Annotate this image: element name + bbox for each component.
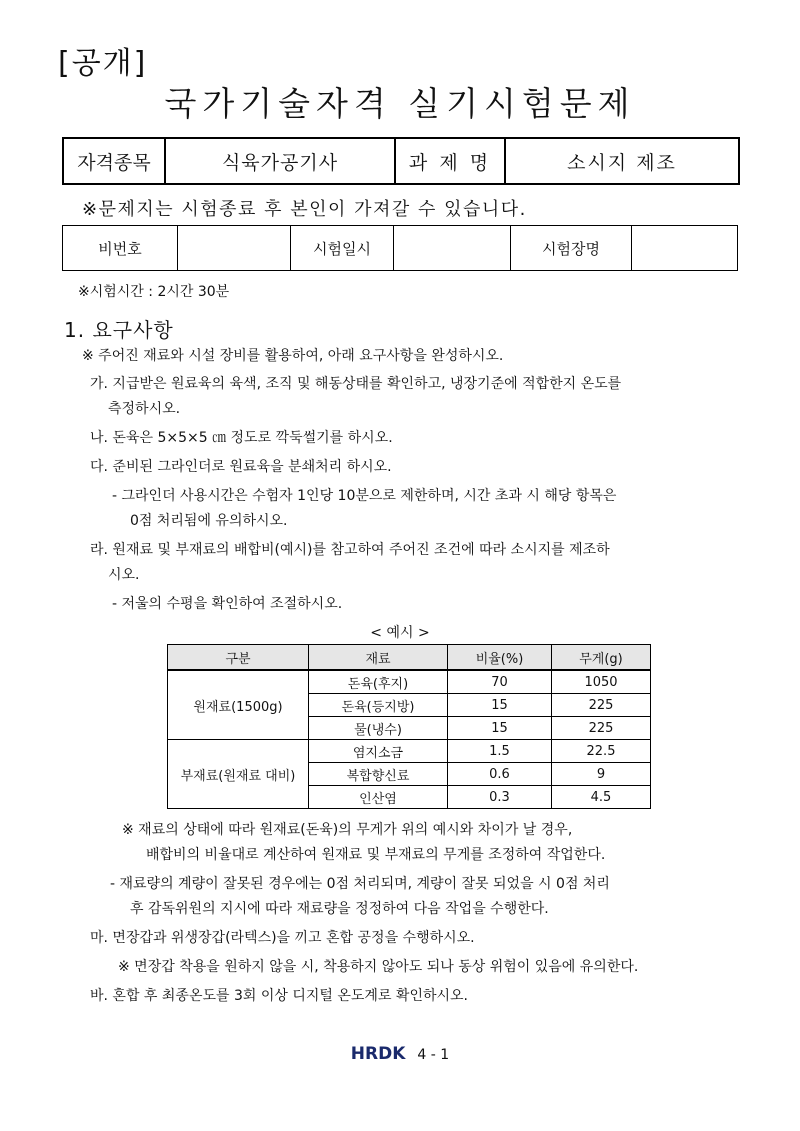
material-cell: 돈육(등지방): [309, 694, 448, 717]
requirement-line: - 재료량의 계량이 잘못된 경우에는 0점 처리되며, 계량이 잘못 되었을 시 0점 처리: [110, 876, 610, 892]
material-cell: 인산염: [309, 786, 448, 809]
table-row: [168, 670, 651, 694]
table-row: [168, 740, 651, 763]
page-footer: [0, 1044, 800, 1064]
weight-cell: 9: [552, 763, 651, 786]
requirement-line: 바. 혼합 후 최종온도를 3회 이상 디지털 온도계로 확인하시오.: [90, 988, 468, 1004]
number-field[interactable]: [178, 226, 291, 271]
qualification-table: [62, 137, 740, 185]
recipe-table: [167, 644, 651, 809]
ratio-cell: 15: [448, 717, 552, 740]
header-material: 재료: [309, 645, 448, 671]
requirement-line: ※ 재료의 상태에 따라 원재료(돈육)의 무게가 위의 예시와 차이가 날 경우,: [122, 822, 573, 838]
requirement-line: 다. 준비된 그라인더로 원료육을 분쇄처리 하시오.: [90, 459, 392, 475]
requirement-line: 측정하시오.: [108, 401, 181, 417]
requirement-line: ※ 주어진 재료와 시설 장비를 활용하여, 아래 요구사항을 완성하시오.: [82, 348, 504, 364]
ratio-cell: 70: [448, 670, 552, 694]
material-cell: 염지소금: [309, 740, 448, 763]
label-task: 과 제 명: [395, 138, 505, 184]
exam-info-table: [62, 225, 738, 271]
weight-cell: 1050: [552, 670, 651, 694]
exam-time: ※시험시간 : 2시간 30분: [78, 284, 230, 300]
requirement-line: ※ 면장갑 착용을 원하지 않을 시, 착용하지 않아도 되나 동상 위험이 있음에 유의한다.: [118, 959, 639, 975]
material-cell: 돈육(후지): [309, 670, 448, 694]
requirement-line: 배합비의 비율대로 계산하여 원재료 및 부재료의 무게를 조정하여 작업한다.: [146, 847, 606, 863]
ratio-cell: 0.3: [448, 786, 552, 809]
label-number: 비번호: [63, 226, 178, 271]
weight-cell: 22.5: [552, 740, 651, 763]
qualification-value: 식육가공기사: [165, 138, 395, 184]
requirement-line: - 저울의 수평을 확인하여 조절하시오.: [112, 596, 343, 612]
example-caption: < 예시 >: [370, 625, 430, 641]
material-cell: 복합향신료: [309, 763, 448, 786]
material-cell: 물(냉수): [309, 717, 448, 740]
date-field[interactable]: [394, 226, 511, 271]
header-category: 구분: [168, 645, 309, 671]
weight-cell: 225: [552, 694, 651, 717]
group-sub: 부재료(원재료 대비): [168, 740, 309, 809]
group-main: 원재료(1500g): [168, 670, 309, 740]
notice-text: ※문제지는 시험종료 후 본인이 가져갈 수 있습니다.: [82, 199, 527, 220]
header-ratio: 비율(%): [448, 645, 552, 671]
ratio-cell: 15: [448, 694, 552, 717]
requirement-line: - 그라인더 사용시간은 수험자 1인당 10분으로 제한하며, 시간 초과 시 해당 항목은: [112, 488, 617, 504]
header-weight: 무게(g): [552, 645, 651, 671]
task-value: 소시지 제조: [505, 138, 739, 184]
document-title: 국가기술자격 실기시험문제: [164, 84, 636, 123]
requirement-line: 0점 처리됨에 유의하시오.: [130, 513, 288, 529]
requirement-line: 마. 면장갑과 위생장갑(라텍스)을 끼고 혼합 공정을 수행하시오.: [90, 930, 475, 946]
page-number: 4 - 1: [417, 1047, 450, 1063]
label-qualification: 자격종목: [63, 138, 165, 184]
requirement-line: 시오.: [108, 567, 140, 583]
weight-cell: 225: [552, 717, 651, 740]
weight-cell: 4.5: [552, 786, 651, 809]
label-date: 시험일시: [291, 226, 394, 271]
requirement-line: 가. 지급받은 원료육의 육색, 조직 및 해동상태를 확인하고, 냉장기준에 적합한지 온도를: [90, 376, 622, 392]
label-venue: 시험장명: [511, 226, 632, 271]
ratio-cell: 1.5: [448, 740, 552, 763]
requirement-line: 나. 돈육은 5×5×5 ㎝ 정도로 깍둑썰기를 하시오.: [90, 430, 393, 446]
ratio-cell: 0.6: [448, 763, 552, 786]
public-tag: [공개]: [58, 46, 148, 81]
section-title: 1. 요구사항: [64, 318, 174, 342]
hrdk-logo: HRDK: [350, 1044, 406, 1064]
requirement-line: 후 감독위원의 지시에 따라 재료량을 정정하여 다음 작업을 수행한다.: [130, 901, 549, 917]
requirement-line: 라. 원재료 및 부재료의 배합비(예시)를 참고하여 주어진 조건에 따라 소시지를 제조하: [90, 542, 610, 558]
venue-field[interactable]: [632, 226, 738, 271]
